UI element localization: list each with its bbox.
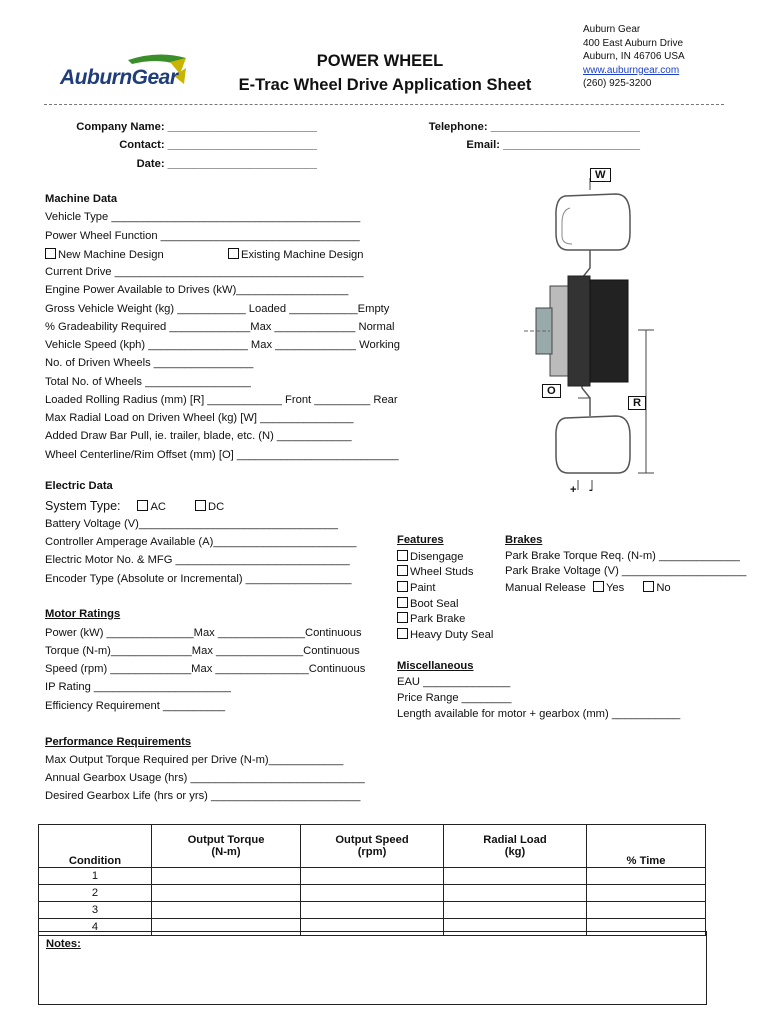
motor-no-field[interactable]: Electric Motor No. & MFG ____________________________: [45, 554, 350, 566]
engine-power-field[interactable]: Engine Power Available to Drives (kW)__________________: [45, 284, 349, 296]
controller-amperage-field[interactable]: Controller Amperage Available (A)_______________________: [45, 536, 357, 548]
wheel-cross-section-icon: [520, 168, 660, 503]
torque-cell[interactable]: [152, 868, 301, 885]
brake-voltage-field[interactable]: Park Brake Voltage (V) ____________________: [505, 565, 747, 577]
existing-machine-checkbox[interactable]: [228, 248, 239, 259]
header-divider: [44, 104, 724, 105]
wheel-diagram: [520, 168, 660, 503]
system-type-label: System Type:: [45, 499, 121, 513]
radial-load-field[interactable]: Max Radial Load on Driven Wheel (kg) [W] _______________: [45, 412, 354, 424]
motor-ratings-heading: Motor Ratings: [45, 608, 121, 620]
electric-data-heading: Electric Data: [45, 480, 113, 492]
gradeability-field[interactable]: % Gradeability Required _____________Max _____________ Normal: [45, 321, 395, 333]
torque-cell[interactable]: [152, 902, 301, 919]
centerline-field[interactable]: Wheel Centerline/Rim Offset (mm) [O] __________________________: [45, 449, 399, 461]
speed-cell[interactable]: [301, 885, 444, 902]
contact-field[interactable]: Contact: ________________________: [119, 139, 317, 151]
features-heading: Features: [397, 534, 444, 546]
gvw-field[interactable]: Gross Vehicle Weight (kg) ___________ Loaded ___________Empty: [45, 303, 390, 315]
feature-heavy-duty-seal[interactable]: [397, 628, 493, 641]
dc-checkbox[interactable]: [195, 500, 206, 511]
motor-speed-field[interactable]: Speed (rpm) _____________Max _______________Continuous: [45, 663, 366, 675]
battery-voltage-field[interactable]: Battery Voltage (V)________________________________: [45, 518, 338, 530]
time-cell[interactable]: [587, 868, 706, 885]
company-name-field[interactable]: Company Name: ________________________: [76, 121, 317, 133]
website-link[interactable]: www.auburngear.com: [583, 64, 680, 76]
ac-label: AC: [150, 501, 167, 513]
title-line2: E-Trac Wheel Drive Application Sheet: [238, 76, 532, 94]
notes-label: Notes:: [46, 938, 81, 950]
existing-machine-option[interactable]: [228, 248, 364, 261]
encoder-field[interactable]: Encoder Type (Absolute or Incremental) _________________: [45, 573, 352, 585]
wheel-studs-label: Wheel Studs: [410, 566, 474, 578]
manual-release-label: Manual Release: [505, 582, 586, 594]
plus-minus: + -: [570, 484, 593, 496]
new-machine-label: New Machine Design: [58, 249, 164, 261]
date-field[interactable]: Date: ________________________: [136, 158, 317, 170]
speed-cell[interactable]: [301, 902, 444, 919]
email-field[interactable]: Email: ______________________: [466, 139, 640, 151]
eau-field[interactable]: EAU ______________: [397, 676, 511, 688]
draw-bar-field[interactable]: Added Draw Bar Pull, ie. trailer, blade, etc. (N) ____________: [45, 430, 352, 442]
header-output-speed: Output Speed (rpm): [301, 825, 444, 868]
wheel-studs-checkbox[interactable]: [397, 565, 408, 576]
header-radial-load: Radial Load (kg): [444, 825, 587, 868]
new-machine-option[interactable]: [45, 248, 164, 261]
speed-cell[interactable]: [301, 868, 444, 885]
motor-torque-field[interactable]: Torque (N-m)_____________Max ______________Continuous: [45, 645, 360, 657]
feature-disengage[interactable]: [397, 550, 464, 563]
paint-label: Paint: [410, 582, 436, 594]
brake-torque-field[interactable]: Park Brake Torque Req. (N-m) _____________: [505, 550, 740, 562]
motor-power-field[interactable]: Power (kW) ______________Max ______________Continuous: [45, 627, 362, 639]
table-header-row: [39, 825, 706, 868]
address-company: Auburn Gear: [583, 24, 641, 35]
heavy-duty-seal-label: Heavy Duty Seal: [410, 629, 494, 641]
no-label: No: [656, 582, 671, 594]
rolling-radius-field[interactable]: Loaded Rolling Radius (mm) [R] ____________ Front _________ Rear: [45, 394, 398, 406]
condition-cell: 3: [39, 902, 152, 919]
logo-text: AuburnGear: [60, 66, 178, 89]
condition-cell: 2: [39, 885, 152, 902]
vehicle-type-field[interactable]: Vehicle Type ________________________________________: [45, 211, 361, 223]
notes-box[interactable]: [38, 931, 707, 1005]
brakes-heading: Brakes: [505, 534, 543, 546]
disengage-checkbox[interactable]: [397, 550, 408, 561]
miscellaneous-heading: Miscellaneous: [397, 660, 474, 672]
no-checkbox[interactable]: [643, 581, 654, 592]
disengage-label: Disengage: [410, 551, 464, 563]
condition-cell: 1: [39, 868, 152, 885]
existing-machine-label: Existing Machine Design: [241, 249, 364, 261]
feature-wheel-studs[interactable]: [397, 565, 473, 578]
header-output-torque: Output Torque (N-m): [152, 825, 301, 868]
address-phone: (260) 925-3200: [583, 78, 652, 89]
system-type-row: [45, 499, 224, 513]
address-street: 400 East Auburn Drive: [583, 37, 684, 49]
condition-table: [38, 824, 706, 936]
power-wheel-function-field[interactable]: Power Wheel Function ________________________________: [45, 230, 360, 242]
time-cell[interactable]: [587, 902, 706, 919]
max-torque-field[interactable]: Max Output Torque Required per Drive (N-m)____________: [45, 754, 344, 766]
dc-label: DC: [207, 501, 225, 513]
title-line1: POWER WHEEL: [316, 52, 444, 70]
table-row: [39, 902, 706, 919]
paint-checkbox[interactable]: [397, 581, 408, 592]
load-cell[interactable]: [444, 868, 587, 885]
manual-release-row: [505, 581, 671, 594]
feature-paint[interactable]: [397, 581, 436, 594]
table-row: [39, 885, 706, 902]
label-o: O: [542, 384, 561, 398]
gearbox-life-field[interactable]: Desired Gearbox Life (hrs or yrs) ________________________: [45, 790, 361, 802]
label-w: W: [590, 168, 611, 182]
heavy-duty-seal-checkbox[interactable]: [397, 628, 408, 639]
park-brake-label: Park Brake: [410, 613, 466, 625]
length-field[interactable]: Length available for motor + gearbox (mm) ___________: [397, 708, 681, 720]
table-row: [39, 868, 706, 885]
address-city: Auburn, IN 46706 USA: [583, 51, 685, 62]
total-wheels-field[interactable]: Total No. of Wheels _________________: [45, 376, 251, 388]
condition-cell: 4: [39, 919, 152, 936]
performance-heading: Performance Requirements: [45, 736, 192, 748]
feature-park-brake[interactable]: [397, 612, 465, 625]
header-condition: Condition: [39, 825, 152, 868]
ip-rating-field[interactable]: IP Rating ______________________: [45, 681, 231, 693]
telephone-field[interactable]: Telephone: ________________________: [428, 121, 640, 133]
yes-checkbox[interactable]: [593, 581, 604, 592]
annual-usage-field[interactable]: Annual Gearbox Usage (hrs) ____________________________: [45, 772, 365, 784]
boot-seal-label: Boot Seal: [410, 598, 459, 610]
yes-label: Yes: [605, 582, 625, 594]
label-r: R: [628, 396, 646, 410]
torque-cell[interactable]: [152, 885, 301, 902]
company-logo: [58, 50, 188, 95]
time-cell[interactable]: [587, 885, 706, 902]
ac-checkbox[interactable]: [137, 500, 148, 511]
current-drive-field[interactable]: Current Drive ________________________________________: [45, 266, 364, 278]
vehicle-speed-field[interactable]: Vehicle Speed (kph) ________________ Max _____________ Working: [45, 339, 400, 351]
boot-seal-checkbox[interactable]: [397, 597, 408, 608]
load-cell[interactable]: [444, 902, 587, 919]
price-range-field[interactable]: Price Range ________: [397, 692, 512, 704]
feature-boot-seal[interactable]: [397, 597, 459, 610]
driven-wheels-field[interactable]: No. of Driven Wheels ________________: [45, 357, 254, 369]
load-cell[interactable]: [444, 885, 587, 902]
header-percent-time: % Time: [587, 825, 706, 868]
park-brake-checkbox[interactable]: [397, 612, 408, 623]
efficiency-field[interactable]: Efficiency Requirement __________: [45, 700, 226, 712]
machine-data-heading: Machine Data: [45, 193, 118, 205]
new-machine-checkbox[interactable]: [45, 248, 56, 259]
company-address: [583, 23, 685, 91]
